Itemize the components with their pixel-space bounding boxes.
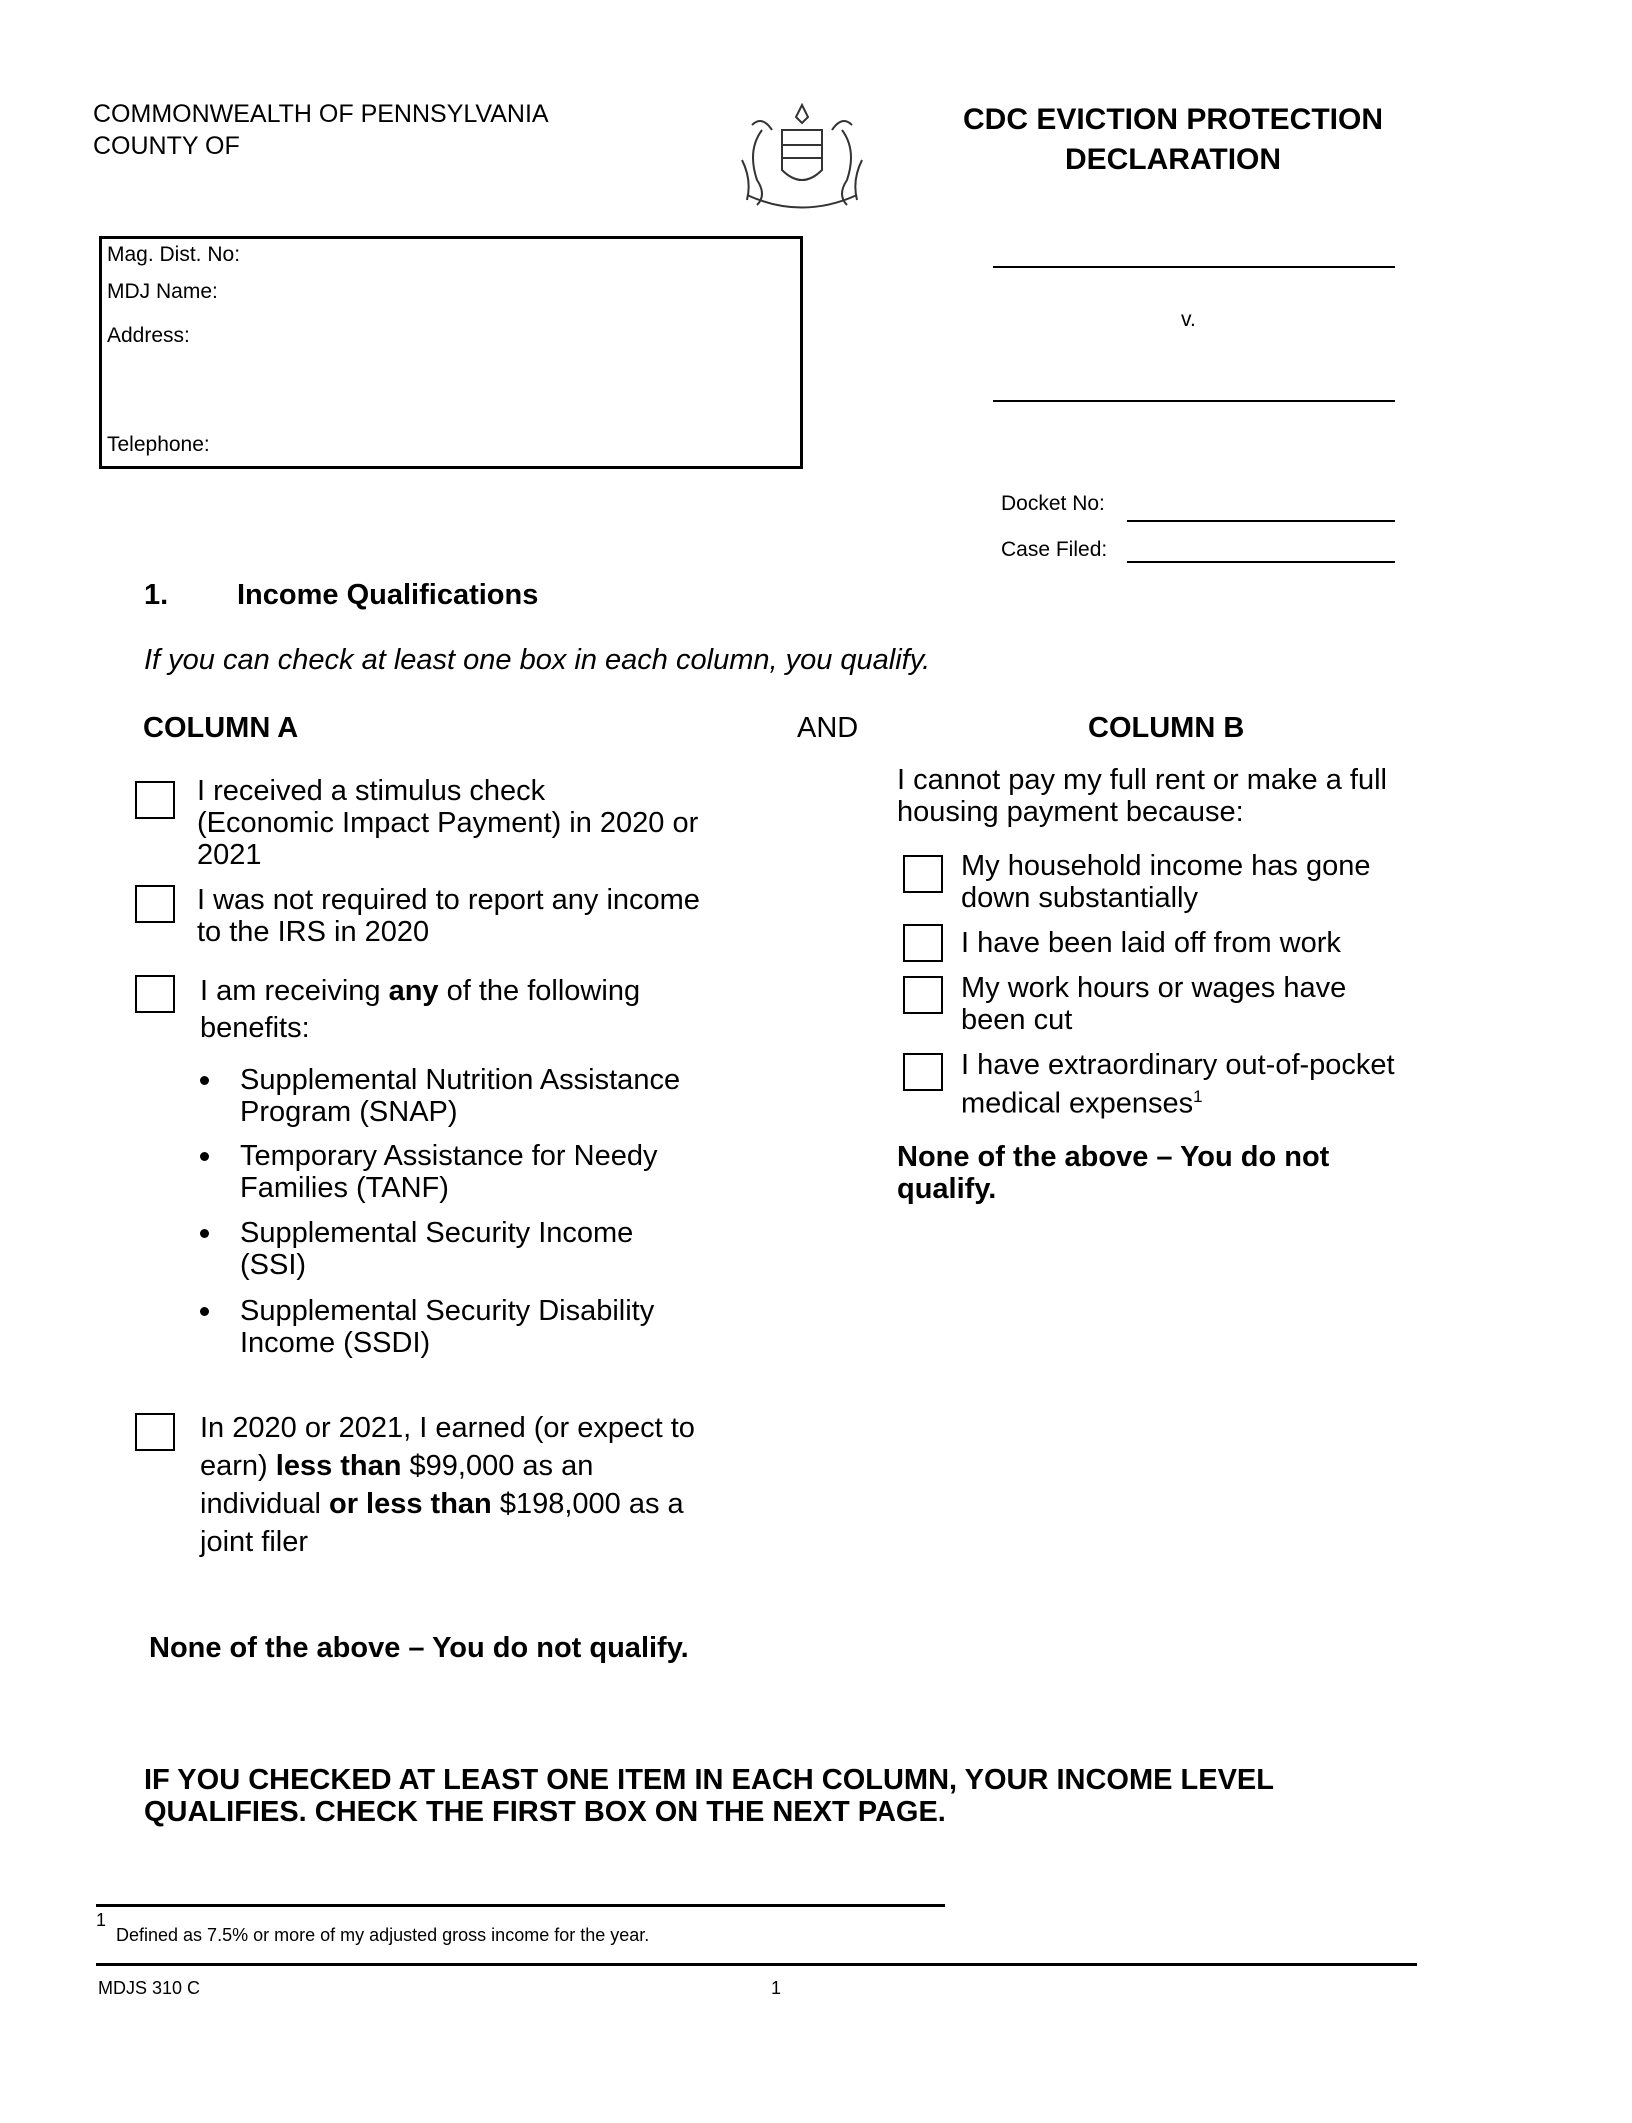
text-line: In 2020 or 2021, I earned (or expect to (200, 1412, 695, 1444)
text-line: Supplemental Nutrition Assistance (240, 1064, 681, 1096)
benefit-snap (240, 1064, 680, 1128)
section-title: Income Qualifications (237, 579, 539, 611)
income-down-checkbox[interactable] (903, 855, 943, 893)
text-line: I have been laid off from work (961, 927, 1341, 959)
text: individual (200, 1488, 329, 1520)
no-irs-income-checkbox[interactable] (135, 885, 175, 923)
benefit-ssdi (240, 1295, 654, 1359)
stimulus-checkbox[interactable] (135, 781, 175, 819)
laid-off-text (961, 927, 1341, 959)
text-line: (Economic Impact Payment) in 2020 or (197, 807, 699, 839)
column-b-none (897, 1141, 1329, 1205)
text-line: Income (SSDI) (240, 1327, 431, 1359)
form-title-line2: DECLARATION (1064, 143, 1282, 176)
medical-expenses-checkbox[interactable] (903, 1053, 943, 1091)
case-filed-field[interactable] (1127, 561, 1395, 563)
text: earn) (200, 1450, 276, 1482)
address-label: Address: (107, 324, 190, 347)
text-line (200, 973, 640, 1010)
mag-dist-label: Mag. Dist. No: (107, 243, 241, 266)
bullet-icon (200, 1307, 209, 1316)
mdj-name-label: MDJ Name: (107, 280, 218, 303)
footnote-text: Defined as 7.5% or more of my adjusted gross income for the year. (116, 1925, 650, 1945)
income-down-text (961, 850, 1370, 914)
telephone-label: Telephone: (107, 433, 210, 456)
conclusion-text (144, 1764, 1274, 1828)
text-line: QUALIFIES. CHECK THE FIRST BOX ON THE NEXT PAGE. (144, 1796, 946, 1828)
text: medical expenses (961, 1087, 1194, 1120)
text-line (200, 1447, 695, 1485)
benefit-tanf (240, 1140, 657, 1204)
defendant-line[interactable] (993, 400, 1395, 402)
and-label: AND (797, 712, 859, 744)
medical-expenses-text (961, 1049, 1395, 1120)
form-title-line1: CDC EVICTION PROTECTION (962, 103, 1383, 136)
text-line: housing payment because: (897, 796, 1244, 828)
text-line (200, 1485, 695, 1523)
hours-cut-text (961, 972, 1346, 1036)
section-number: 1. (144, 579, 169, 611)
text: $99,000 as an (401, 1450, 594, 1482)
text-bold: less than (275, 1450, 402, 1482)
docket-field[interactable] (1127, 520, 1395, 522)
text-line: (SSI) (240, 1249, 307, 1281)
instruction-text: If you can check at least one box in each column, you qualify. (144, 644, 931, 676)
versus-label: v. (1181, 308, 1196, 331)
text-line: Supplemental Security Income (240, 1217, 634, 1249)
text-line: joint filer (200, 1526, 308, 1558)
text-line: None of the above – You do not (897, 1141, 1330, 1173)
footnote-separator (96, 1904, 945, 1907)
text-line: Families (TANF) (240, 1172, 449, 1204)
stimulus-text (197, 775, 698, 871)
column-a-header: COLUMN A (143, 712, 299, 744)
text-line: down substantially (961, 882, 1198, 914)
benefits-text (200, 973, 640, 1047)
text: of the following (438, 975, 641, 1007)
text-bold: or less than (328, 1488, 492, 1520)
laid-off-checkbox[interactable] (903, 924, 943, 962)
column-a-none: None of the above – You do not qualify. (149, 1632, 689, 1664)
text-line: I was not required to report any income (197, 884, 700, 916)
hours-cut-checkbox[interactable] (903, 976, 943, 1014)
column-b-header: COLUMN B (1088, 712, 1245, 744)
text-line: Program (SNAP) (240, 1096, 458, 1128)
column-b-intro (897, 764, 1387, 828)
docket-label: Docket No: (1001, 492, 1105, 515)
text: I am receiving (200, 975, 389, 1007)
footnote-number: 1 (96, 1910, 107, 1930)
text-line: Temporary Assistance for Needy (240, 1140, 658, 1172)
text-bold: any (388, 975, 439, 1007)
benefit-ssi (240, 1217, 633, 1281)
form-id: MDJS 310 C (98, 1978, 201, 1998)
county-label: COUNTY OF (93, 132, 240, 160)
plaintiff-line[interactable] (993, 266, 1395, 268)
text-line: Supplemental Security Disability (240, 1295, 655, 1327)
text-line: My household income has gone (961, 850, 1371, 882)
bullet-icon (200, 1076, 209, 1085)
text-line: IF YOU CHECKED AT LEAST ONE ITEM IN EACH COLUMN, YOUR INCOME LEVEL (144, 1764, 1274, 1796)
no-irs-income-text (197, 884, 700, 948)
text-line: I cannot pay my full rent or make a full (897, 764, 1387, 796)
text-line: 2021 (197, 839, 262, 871)
footnote-ref[interactable]: 1 (1193, 1087, 1203, 1106)
footer-separator (96, 1963, 1417, 1966)
text-line: My work hours or wages have (961, 972, 1347, 1004)
text: $198,000 as a (491, 1488, 684, 1520)
text-line: I received a stimulus check (197, 775, 546, 807)
seal-icon (722, 100, 882, 215)
income-limit-checkbox[interactable] (135, 1413, 175, 1451)
bullet-icon (200, 1152, 209, 1161)
text-line: to the IRS in 2020 (197, 916, 430, 948)
text-line: I have extraordinary out-of-pocket (961, 1049, 1395, 1081)
bullet-icon (200, 1229, 209, 1238)
page-number: 1 (771, 1978, 782, 1998)
income-limit-text (200, 1409, 695, 1561)
commonwealth-label: COMMONWEALTH OF PENNSYLVANIA (93, 100, 549, 128)
benefits-checkbox[interactable] (135, 975, 175, 1013)
case-filed-label: Case Filed: (1001, 538, 1108, 561)
text-line: been cut (961, 1004, 1073, 1036)
text-line (961, 1081, 1395, 1120)
text-line: benefits: (200, 1012, 310, 1044)
text-line: qualify. (897, 1173, 997, 1205)
